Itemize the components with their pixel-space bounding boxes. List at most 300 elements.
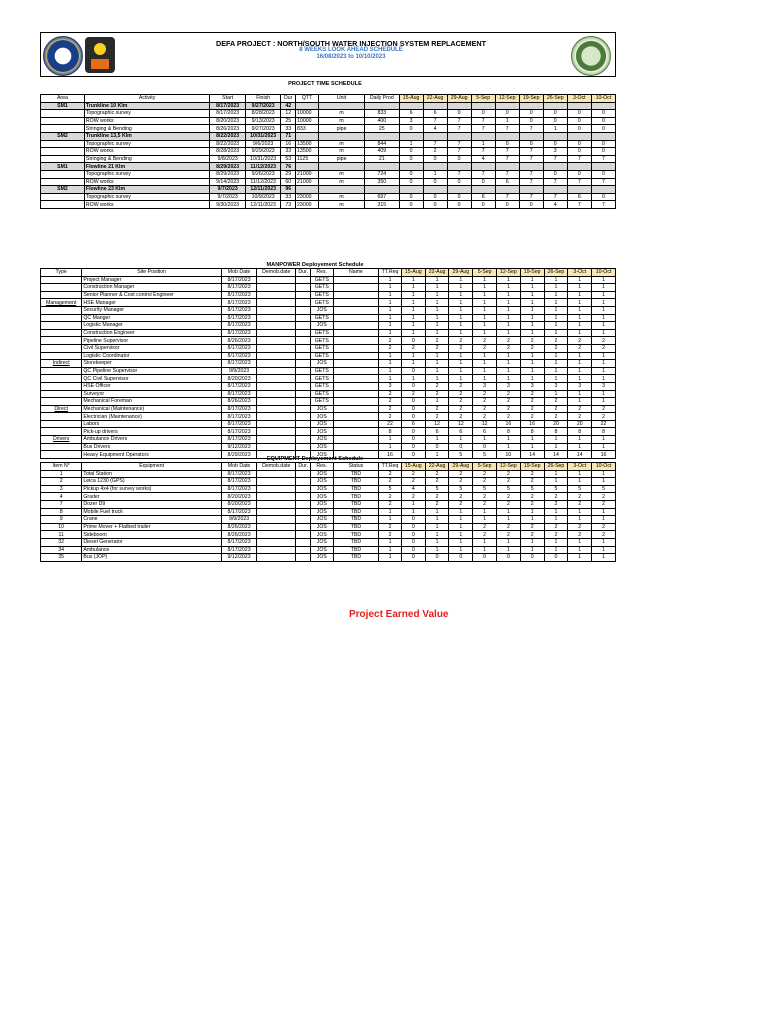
table-cell: Logistic Coordinator	[82, 352, 222, 360]
table-cell	[257, 478, 296, 486]
table-cell: Trunkline 13,5 Klm	[84, 132, 209, 140]
table-cell: 8/17/2023	[221, 470, 256, 478]
week-value: 1	[497, 329, 521, 337]
week-value: 14	[568, 451, 592, 459]
week-value: 7	[495, 148, 519, 156]
week-value: 2	[568, 493, 592, 501]
week-value: 1	[497, 322, 521, 330]
table-cell: 9/13/2023	[245, 117, 281, 125]
table-cell: m	[319, 148, 365, 156]
week-value: 7	[495, 125, 519, 133]
table-cell: 23000	[296, 201, 319, 209]
week-value	[423, 163, 447, 171]
column-header: TT.Req	[379, 463, 402, 471]
week-value	[543, 186, 567, 194]
week-value: 1	[497, 443, 521, 451]
week-value: 0	[399, 178, 423, 186]
schedule-subtitle: 8 WEEKS LOOK AHEAD SCHEDULE	[299, 47, 403, 53]
table-cell: 1	[379, 329, 402, 337]
table-cell: Trunkline 10 Klm	[84, 102, 209, 110]
table-cell	[333, 291, 379, 299]
table-cell: TBD	[333, 485, 379, 493]
week-value: 1	[425, 352, 449, 360]
table-cell: TBD	[333, 523, 379, 531]
table-cell: 9/9/2023	[221, 516, 256, 524]
column-header: QTT	[296, 95, 319, 103]
week-value: 0	[495, 201, 519, 209]
week-value: 2	[449, 337, 473, 345]
week-value: 7	[447, 148, 471, 156]
week-value: 1	[473, 360, 497, 368]
table-cell: 9/7/2023	[210, 193, 246, 201]
week-value: 2	[473, 405, 497, 413]
table-row	[41, 132, 616, 140]
week-value: 7	[519, 178, 543, 186]
week-value: 1	[497, 538, 521, 546]
table-cell: TBD	[333, 538, 379, 546]
week-value: 0	[425, 443, 449, 451]
table-cell: TBD	[333, 493, 379, 501]
table-cell: GETS	[310, 367, 333, 375]
column-header: Start	[210, 95, 246, 103]
week-value: 1	[425, 314, 449, 322]
table-cell: 12/11/2023	[245, 201, 281, 209]
table-row	[41, 186, 616, 194]
table-cell: 1	[41, 470, 82, 478]
table-cell	[333, 337, 379, 345]
type-cell: Drivers	[41, 436, 82, 444]
week-value: 1	[425, 398, 449, 406]
week-header: 3-Oct	[568, 463, 592, 471]
week-value: 2	[592, 344, 616, 352]
column-header: Daily Prod	[365, 95, 400, 103]
week-value: 2	[544, 493, 568, 501]
table-cell	[41, 140, 85, 148]
week-header: 10-Oct	[591, 95, 615, 103]
week-value: 2	[425, 344, 449, 352]
table-cell: 8	[379, 428, 402, 436]
table-cell: 8/17/2023	[221, 352, 256, 360]
week-value: 2	[473, 413, 497, 421]
week-value: 6	[399, 110, 423, 118]
column-header: Item N°	[41, 463, 82, 471]
table-cell: Ambulance	[82, 546, 222, 554]
week-value: 4	[401, 485, 425, 493]
table-row	[41, 155, 616, 163]
week-value: 1	[544, 367, 568, 375]
week-value: 5	[473, 451, 497, 459]
type-cell	[41, 329, 82, 337]
table-row	[41, 291, 616, 299]
type-cell	[41, 390, 82, 398]
table-cell	[296, 470, 310, 478]
week-value: 2	[473, 523, 497, 531]
table-cell: 350	[365, 178, 400, 186]
table-cell: 73	[281, 201, 296, 209]
table-cell	[333, 322, 379, 330]
week-value: 1	[401, 284, 425, 292]
table-cell: 9/30/2023	[210, 201, 246, 209]
week-value: 1	[497, 284, 521, 292]
column-header: Dur	[281, 95, 296, 103]
table-cell: JOS	[310, 413, 333, 421]
table-cell	[296, 284, 310, 292]
week-header: 26-Sep	[544, 269, 568, 277]
table-cell: 1	[379, 291, 402, 299]
table-cell: GETS	[310, 352, 333, 360]
table-cell: ROW works	[84, 201, 209, 209]
table-cell	[319, 132, 365, 140]
week-value: 2	[425, 470, 449, 478]
table-row	[41, 538, 616, 546]
table-cell: 8/17/2023	[221, 382, 256, 390]
table-cell	[296, 413, 310, 421]
week-value: 1	[425, 546, 449, 554]
table-cell: 9/6/2023	[245, 140, 281, 148]
table-cell: 833	[365, 110, 400, 118]
week-value: 2	[520, 398, 544, 406]
week-value: 1	[520, 322, 544, 330]
table-cell: JOS	[310, 493, 333, 501]
table-cell: JOS	[310, 531, 333, 539]
table-row	[41, 125, 616, 133]
week-value: 7	[447, 125, 471, 133]
week-value: 2	[544, 413, 568, 421]
week-value: 3	[497, 382, 521, 390]
table-cell: 1	[379, 375, 402, 383]
week-value: 1	[544, 516, 568, 524]
table-cell: 11	[41, 531, 82, 539]
table-cell: 8/17/2023	[221, 360, 256, 368]
week-header: 29-Aug	[447, 95, 471, 103]
week-value: 0	[447, 155, 471, 163]
table-cell	[257, 284, 296, 292]
week-value	[591, 132, 615, 140]
table-cell: Surveyor	[82, 390, 222, 398]
week-value: 2	[423, 148, 447, 156]
table-row	[41, 110, 616, 118]
week-value: 2	[544, 405, 568, 413]
week-value: 0	[401, 436, 425, 444]
table-cell: Logistic Manager	[82, 322, 222, 330]
table-cell: 1	[379, 538, 402, 546]
week-value: 2	[592, 413, 616, 421]
table-cell: JOS	[310, 443, 333, 451]
table-cell: GETS	[310, 390, 333, 398]
week-header: 15-Aug	[401, 463, 425, 471]
week-value: 2	[520, 337, 544, 345]
week-value: 2	[497, 531, 521, 539]
table-cell: 2	[379, 470, 402, 478]
week-value: 1	[497, 367, 521, 375]
week-value: 3	[473, 382, 497, 390]
week-value: 1	[473, 322, 497, 330]
table-cell: 5	[379, 485, 402, 493]
table-cell	[257, 329, 296, 337]
week-value: 1	[592, 360, 616, 368]
table-cell: 8/17/2023	[221, 291, 256, 299]
table-cell: m	[319, 170, 365, 178]
week-value: 0	[399, 170, 423, 178]
table-cell: Bus (JOP)	[82, 554, 222, 562]
table-cell: 2	[379, 390, 402, 398]
week-value: 1	[473, 299, 497, 307]
week-value: 7	[471, 148, 495, 156]
week-value: 1	[449, 284, 473, 292]
column-header: Type	[41, 269, 82, 277]
table-cell	[333, 443, 379, 451]
table-row	[41, 500, 616, 508]
week-value	[519, 163, 543, 171]
table-cell	[333, 375, 379, 383]
table-cell: 13500	[296, 148, 319, 156]
week-value: 7	[447, 117, 471, 125]
table-cell: 7	[41, 500, 82, 508]
week-value: 3	[568, 382, 592, 390]
week-value: 1	[473, 284, 497, 292]
week-value: 2	[497, 398, 521, 406]
table-cell	[296, 314, 310, 322]
type-cell	[41, 443, 82, 451]
week-value: 1	[473, 367, 497, 375]
week-value: 2	[449, 398, 473, 406]
week-value: 0	[447, 178, 471, 186]
table-cell	[319, 163, 365, 171]
week-value: 1	[568, 314, 592, 322]
table-cell: HSE Manager	[82, 299, 222, 307]
week-value: 0	[567, 110, 591, 118]
week-value: 0	[473, 443, 497, 451]
week-value: 1	[544, 375, 568, 383]
equipment-schedule-title: EQUIPMENT Deployement Schedule	[266, 456, 364, 462]
week-value: 1	[425, 291, 449, 299]
week-value: 0	[471, 201, 495, 209]
table-cell: Mobile Fuel truck	[82, 508, 222, 516]
week-value: 0	[543, 117, 567, 125]
week-value: 1	[568, 306, 592, 314]
week-value: 1	[399, 140, 423, 148]
week-value: 1	[544, 508, 568, 516]
table-cell	[41, 148, 85, 156]
week-value: 1	[544, 546, 568, 554]
week-value: 0	[447, 193, 471, 201]
week-value: 1	[449, 360, 473, 368]
table-cell	[333, 436, 379, 444]
week-value: 20	[544, 420, 568, 428]
week-value: 2	[568, 500, 592, 508]
type-cell	[41, 337, 82, 345]
week-value: 0	[401, 367, 425, 375]
week-value: 2	[449, 413, 473, 421]
table-cell: 10/31/2023	[245, 155, 281, 163]
table-cell: Flowline 23 Klm	[84, 186, 209, 194]
week-value: 1	[568, 390, 592, 398]
week-value: 2	[425, 478, 449, 486]
week-value: 5	[592, 485, 616, 493]
table-cell: 8/17/2023	[221, 284, 256, 292]
week-value: 1	[520, 516, 544, 524]
table-cell	[41, 178, 85, 186]
table-cell	[257, 291, 296, 299]
table-cell	[296, 443, 310, 451]
table-cell: Labors	[82, 420, 222, 428]
week-value: 1	[425, 306, 449, 314]
table-cell: 12/11/2023	[245, 186, 281, 194]
table-cell	[41, 201, 85, 209]
week-value: 1	[544, 538, 568, 546]
table-cell	[333, 352, 379, 360]
table-row	[41, 443, 616, 451]
week-header: 10-Oct	[592, 463, 616, 471]
week-value	[567, 102, 591, 110]
table-cell: 9/27/2023	[245, 125, 281, 133]
table-cell	[296, 360, 310, 368]
table-cell: GETS	[310, 329, 333, 337]
week-value: 2	[520, 344, 544, 352]
type-cell	[41, 420, 82, 428]
type-cell: Management	[41, 299, 82, 307]
week-value: 1	[473, 538, 497, 546]
table-cell	[333, 329, 379, 337]
week-value: 0	[447, 201, 471, 209]
week-value: 2	[473, 390, 497, 398]
week-value: 2	[520, 523, 544, 531]
week-value: 14	[544, 451, 568, 459]
table-cell	[296, 299, 310, 307]
week-value: 2	[568, 531, 592, 539]
week-value: 4	[423, 125, 447, 133]
manpower-schedule-table	[40, 268, 616, 459]
week-value: 1	[544, 352, 568, 360]
table-cell: 8/17/2023	[221, 413, 256, 421]
week-value: 1	[592, 375, 616, 383]
week-value: 1	[449, 516, 473, 524]
week-header: 26-Sep	[543, 95, 567, 103]
week-value	[423, 102, 447, 110]
table-cell: JOS	[310, 508, 333, 516]
week-value: 1	[592, 398, 616, 406]
week-header: 12-Sep	[497, 463, 521, 471]
week-value: 6	[449, 428, 473, 436]
week-value: 7	[591, 155, 615, 163]
week-value: 0	[471, 110, 495, 118]
table-cell: 8/17/2023	[221, 436, 256, 444]
table-cell: 8/20/2023	[221, 500, 256, 508]
week-value: 1	[449, 314, 473, 322]
table-cell: GETS	[310, 337, 333, 345]
table-cell: TBD	[333, 508, 379, 516]
week-value: 0	[591, 117, 615, 125]
week-value: 1	[520, 306, 544, 314]
time-schedule-table	[40, 94, 616, 209]
table-cell: 60	[281, 178, 296, 186]
week-value: 2	[520, 470, 544, 478]
week-value: 2	[497, 344, 521, 352]
table-cell: 21000	[296, 178, 319, 186]
week-value: 1	[592, 436, 616, 444]
table-cell	[257, 554, 296, 562]
week-value: 1	[520, 329, 544, 337]
table-cell: Topographic survey	[84, 170, 209, 178]
week-header: 29-Aug	[449, 463, 473, 471]
type-cell	[41, 375, 82, 383]
week-value: 2	[401, 478, 425, 486]
table-cell: QC Civil Supervisor	[82, 375, 222, 383]
type-cell	[41, 352, 82, 360]
week-value	[423, 132, 447, 140]
week-value: 1	[449, 306, 473, 314]
week-value: 1	[401, 375, 425, 383]
week-value: 1	[592, 306, 616, 314]
type-cell: Indirect	[41, 360, 82, 368]
week-value: 1	[401, 314, 425, 322]
table-cell: 76	[281, 163, 296, 171]
week-value: 2	[520, 405, 544, 413]
table-row	[41, 170, 616, 178]
week-value	[543, 132, 567, 140]
week-value: 6	[471, 193, 495, 201]
week-value: 1	[471, 140, 495, 148]
week-value: 0	[543, 140, 567, 148]
week-header: 5-Sep	[473, 269, 497, 277]
week-value: 7	[423, 117, 447, 125]
week-value: 1	[520, 508, 544, 516]
week-value: 7	[567, 155, 591, 163]
table-cell: GETS	[310, 398, 333, 406]
week-value: 1	[497, 436, 521, 444]
week-value: 2	[473, 470, 497, 478]
table-cell	[296, 436, 310, 444]
week-value	[471, 102, 495, 110]
column-header: Res.	[310, 463, 333, 471]
week-value: 1	[592, 508, 616, 516]
table-cell	[41, 117, 85, 125]
table-cell: 8/22/2023	[210, 132, 246, 140]
week-value: 2	[401, 493, 425, 501]
week-value: 2	[568, 337, 592, 345]
table-cell: 8/26/2023	[221, 523, 256, 531]
week-value: 1	[544, 390, 568, 398]
table-row	[41, 405, 616, 413]
week-value: 2	[449, 344, 473, 352]
week-value: 0	[495, 110, 519, 118]
week-value: 1	[568, 367, 592, 375]
table-cell: JOS	[310, 436, 333, 444]
week-value: 2	[401, 344, 425, 352]
week-value: 0	[497, 554, 521, 562]
week-header: 15-Aug	[399, 95, 423, 103]
table-cell: 8/17/2023	[221, 485, 256, 493]
table-cell: 9/14/2023	[210, 178, 246, 186]
week-value: 0	[423, 201, 447, 209]
week-value: 1	[544, 314, 568, 322]
type-cell	[41, 322, 82, 330]
week-value: 1	[497, 276, 521, 284]
table-cell	[296, 554, 310, 562]
table-row	[41, 140, 616, 148]
column-header: Name	[333, 269, 379, 277]
week-value: 1	[497, 291, 521, 299]
column-header: Area	[41, 95, 85, 103]
table-cell: 29	[281, 170, 296, 178]
table-cell	[257, 299, 296, 307]
week-value: 1	[520, 314, 544, 322]
table-cell: Construction Manager	[82, 284, 222, 292]
table-cell	[257, 344, 296, 352]
table-cell	[296, 516, 310, 524]
project-header	[40, 32, 616, 77]
week-value: 0	[449, 443, 473, 451]
